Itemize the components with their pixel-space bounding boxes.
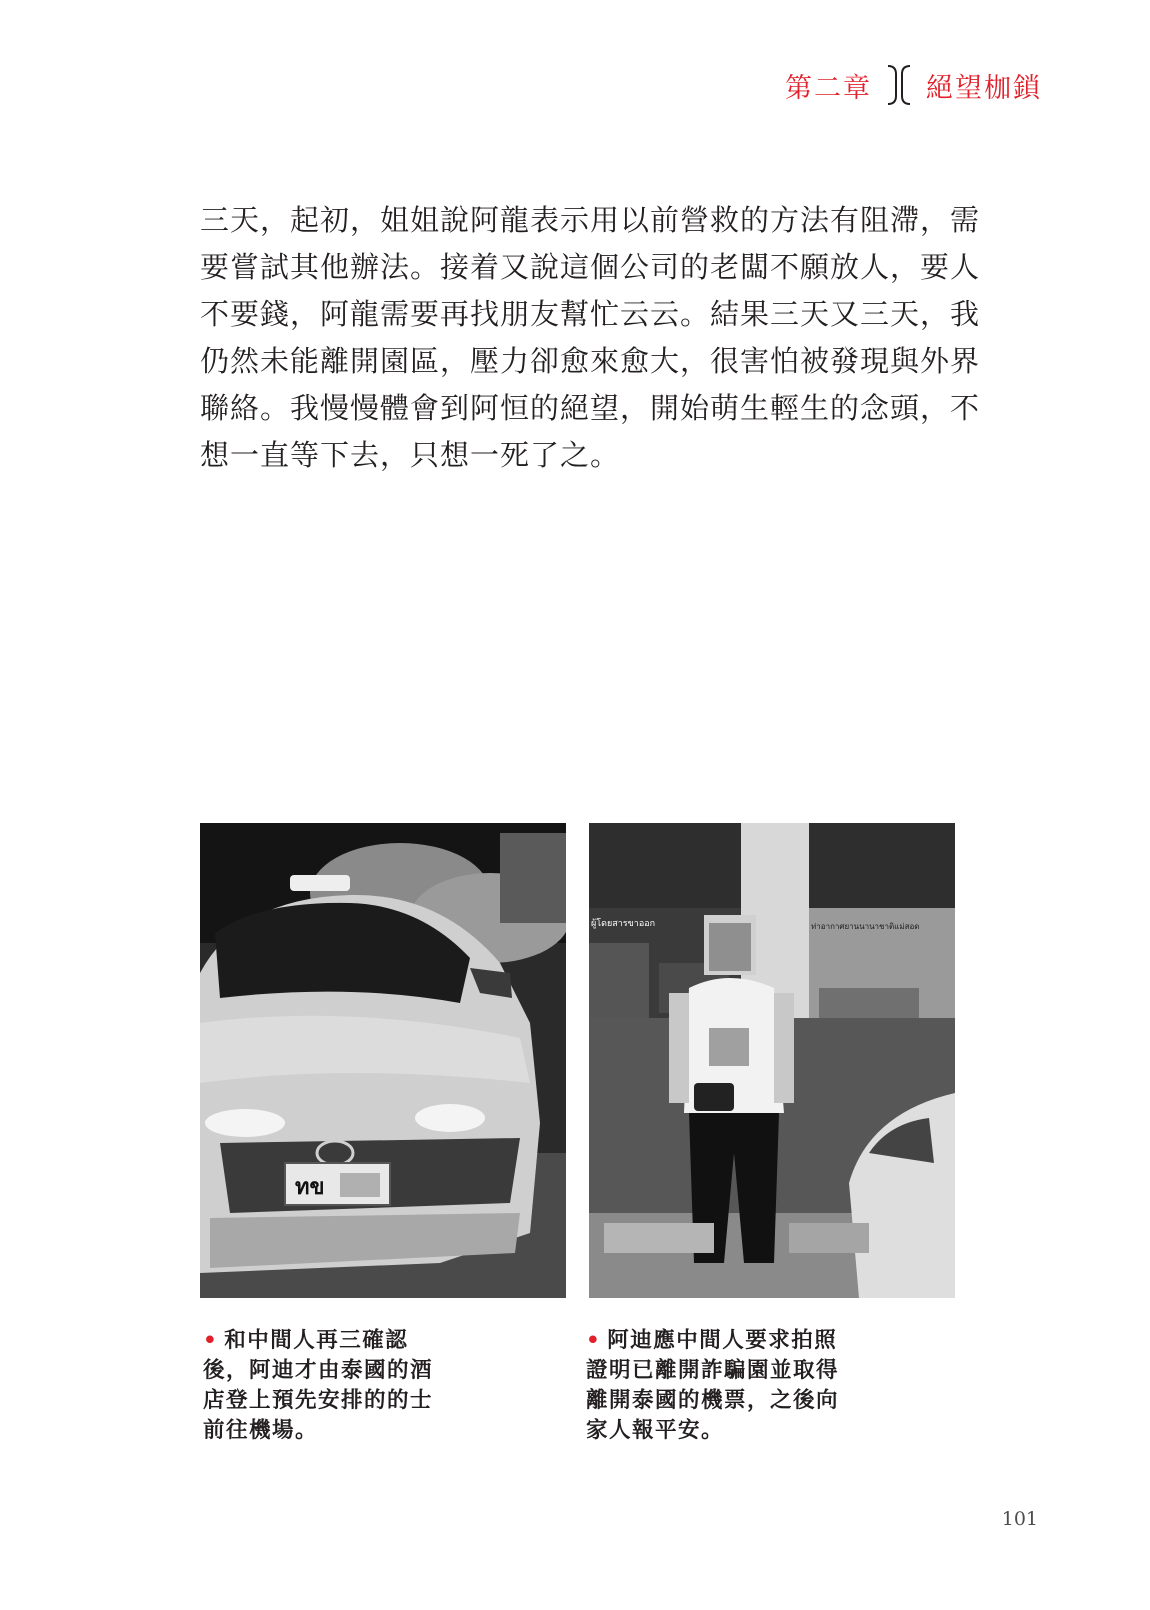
airport-illustration [589, 823, 955, 1298]
page-number: 101 [1001, 1508, 1038, 1530]
caption-line: 離開泰國的機票，之後向 [586, 1388, 840, 1413]
caption-line: 前往機場。 [203, 1418, 319, 1443]
body-line: 想一直等下去，只想一死了之。 [200, 438, 621, 472]
plate-text: ทข [295, 1175, 325, 1200]
caption-line: 店登上預先安排的的士 [203, 1388, 434, 1413]
caption-right [586, 1326, 846, 1446]
caption-left [203, 1326, 463, 1446]
taxi-illustration [200, 823, 566, 1298]
body-paragraph [200, 197, 981, 479]
caption-line-text: 阿迪應中間人要求拍照 [607, 1328, 838, 1353]
chapter-label: 第二章 [785, 72, 872, 104]
body-line: 仍然未能離開園區，壓力卻愈來愈大，很害怕被發現與外界 [200, 344, 981, 378]
airport-photo [589, 823, 955, 1298]
body-line: 不要錢，阿龍需要再找朋友幫忙云云。結果三天又三天，我 [200, 297, 981, 331]
body-line: 要嘗試其他辦法。接着又說這個公司的老闆不願放人，要人 [200, 250, 981, 284]
caption-line: 證明已離開詐騙園並取得 [586, 1358, 840, 1383]
sign-airport: ท่าอากาศยานนานาชาติแม่สอด [811, 922, 920, 931]
caption-line [586, 1326, 846, 1356]
bullet-icon: • [586, 1328, 602, 1353]
caption-line [203, 1326, 463, 1356]
caption-line: 後，阿迪才由泰國的酒 [203, 1358, 434, 1383]
sign-departure: ผู้โดยสารขาออก [591, 919, 656, 929]
caption-line: 家人報平安。 [586, 1418, 725, 1443]
taxi-photo [200, 823, 566, 1298]
caption-line-text: 和中間人再三確認 [224, 1328, 409, 1353]
bracket-divider-icon [884, 64, 914, 106]
body-line: 聯絡。我慢慢體會到阿恒的絕望，開始萌生輕生的念頭，不 [200, 391, 981, 425]
body-line: 三天，起初，姐姐說阿龍表示用以前營救的方法有阻滯，需 [200, 203, 981, 237]
running-header [785, 64, 1042, 106]
bullet-icon: • [203, 1328, 219, 1353]
chapter-title: 絕望枷鎖 [926, 72, 1042, 104]
